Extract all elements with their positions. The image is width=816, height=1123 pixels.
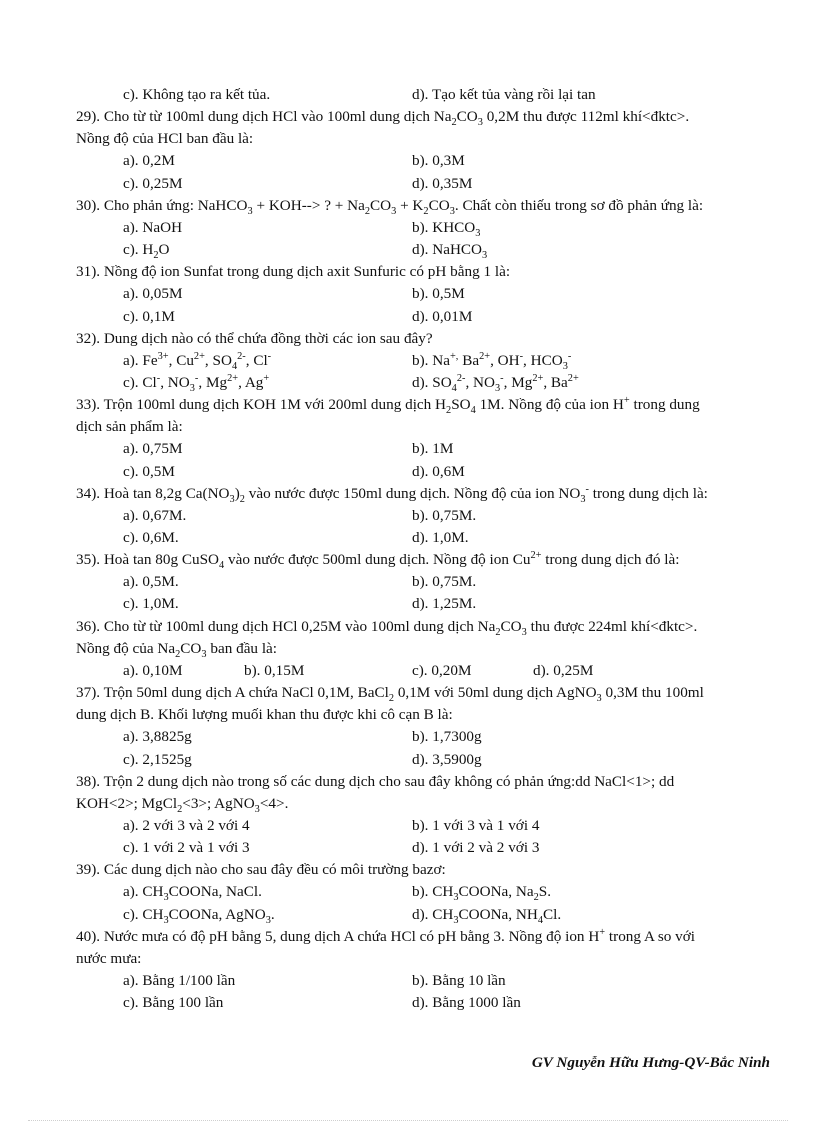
answer-option: d). 1 với 2 và 2 với 3 xyxy=(412,839,540,856)
answer-option: a). 2 với 3 và 2 với 4 xyxy=(123,817,250,834)
question-text: dịch sản phẩm là: xyxy=(76,418,183,435)
question-text: 40). Nước mưa có độ pH bằng 5, dung dịch A chứa HCl có pH bằng 3. Nồng độ ion H+ trong A so với xyxy=(76,926,696,945)
answer-option: c). 0,25M xyxy=(123,175,183,192)
answer-option: a). 0,2M xyxy=(123,152,175,169)
question-text: nước mưa: xyxy=(76,950,142,967)
answer-option: d). 0,6M xyxy=(412,463,465,480)
answer-option: a). Bằng 1/100 lần xyxy=(123,972,236,989)
answer-option: c). Không tạo ra kết tủa. xyxy=(123,86,271,103)
answer-option: b). 0,15M xyxy=(244,662,305,679)
answer-option: d). Tạo kết tủa vàng rồi lại tan xyxy=(412,86,596,103)
answer-option: b). $CH_3COONa$, $Na_2S$. xyxy=(412,883,552,904)
question-text: Nồng độ của HCl ban đầu là: xyxy=(76,130,254,147)
question-text: 37). Trộn 50ml dung dịch A chứa NaCl 0,1M, BaCl$_2$ 0,1M với 50ml dung dịch AgNO$_3$ 0,3M thu 100ml xyxy=(76,684,704,705)
answer-option: b). 1M xyxy=(412,440,454,457)
answer-option: c). 0,1M xyxy=(123,308,175,325)
answer-option: a). 0,75M xyxy=(123,440,183,457)
answer-option: c). $CH_3COONa$, AgNO$_3$. xyxy=(123,906,275,927)
answer-option: a). 0,05M xyxy=(123,285,183,302)
question-text: 30). Cho phản ứng: NaHCO$_3$ + KOH--> ? + $Na_2CO_3 + K_2CO_3$. Chất còn thiếu trong sơ đồ phản ứng là: xyxy=(76,197,704,218)
answer-option: d). 1,0M. xyxy=(412,529,469,546)
answer-option: b). Bằng 10 lần xyxy=(412,972,506,989)
answer-option: c). 1,0M. xyxy=(123,595,179,612)
answer-option: d). 3,5900g xyxy=(412,751,482,768)
answer-option: a). $Fe^{3+}$, $Cu^{2+}$, $SO_4^{2-}$, Cl- xyxy=(123,350,272,373)
answer-option: b). 0,3M xyxy=(412,152,465,169)
answer-option: a). 0,5M. xyxy=(123,573,179,590)
answer-option: c). $H_2O$ xyxy=(123,241,170,262)
question-text: 32). Dung dịch nào có thể chứa đồng thời các ion sau đây? xyxy=(76,330,433,347)
question-text: dung dịch B. Khối lượng muối khan thu được khi cô cạn B là: xyxy=(76,706,453,723)
answer-option: d). $SO_4^{2-}$, $NO_3^-$, $Mg^{2+}$, $Ba^{2+}$ xyxy=(412,372,579,395)
answer-option: c). 0,5M xyxy=(123,463,175,480)
answer-option: b). 1,7300g xyxy=(412,728,482,745)
answer-option: b). $KHCO_3$ xyxy=(412,219,481,240)
answer-option: a). $CH_3COONa$, NaCl. xyxy=(123,883,262,904)
answer-option: a). 0,10M xyxy=(123,662,183,679)
answer-option: d). NaHCO$_3$ xyxy=(412,241,488,262)
answer-option: c). 0,20M xyxy=(412,662,472,679)
answer-option: b). 0,75M. xyxy=(412,573,477,590)
question-text: Nồng độ của $Na_2CO_3$ ban đầu là: xyxy=(76,640,278,661)
author-signature: GV Nguyễn Hữu Hưng-QV-Bắc Ninh xyxy=(531,1054,770,1071)
question-text: 35). Hoà tan 80g CuSO$_4$ vào nước được 500ml dung dịch. Nồng độ ion $Cu^{2+}$ trong dung dịch đó là: xyxy=(76,549,680,572)
answer-option: c). 1 với 2 và 1 với 3 xyxy=(123,839,250,856)
answer-option: c). Bằng 100 lần xyxy=(123,994,224,1011)
answer-option: a). 3,8825g xyxy=(123,728,192,745)
answer-option: a). NaOH xyxy=(123,219,183,236)
answer-option: c). 0,6M. xyxy=(123,529,179,546)
answer-option: b). 0,5M xyxy=(412,285,465,302)
question-text: 33). Trộn 100ml dung dịch KOH 1M với 200ml dung dịch $H_2SO_4$ 1M. Nồng độ của ion H+ trong dung xyxy=(76,394,700,417)
answer-option: d). 0,35M xyxy=(412,175,473,192)
question-text: 34). Hoà tan 8,2g $Ca(NO_3)_2$ vào nước được 150ml dung dịch. Nồng độ của ion $NO_3^-$ trong dung dịch là: xyxy=(76,483,708,506)
question-text: 31). Nồng độ ion Sunfat trong dung dịch axit Sunfuric có pH bằng 1 là: xyxy=(76,263,511,280)
answer-option: c). Cl-, $NO_3^-$, $Mg^{2+}$, Ag+ xyxy=(123,372,270,395)
answer-option: d). 0,25M xyxy=(533,662,594,679)
answer-option: b). 0,75M. xyxy=(412,507,477,524)
question-text: 36). Cho từ từ 100ml dung dịch HCl 0,25M vào 100ml dung dịch $Na_2CO_3$ thu được 224ml khí<đktc>. xyxy=(76,618,698,639)
answer-option: b). Na+, $Ba^{2+}$, OH-, $HCO_3^-$ xyxy=(412,350,572,373)
answer-option: d). $CH_3COONa$, $NH_4Cl$. xyxy=(412,906,562,927)
answer-option: b). 1 với 3 và 1 với 4 xyxy=(412,817,540,834)
question-text: 29). Cho từ từ 100ml dung dịch HCl vào 100ml dung dịch $Na_2CO_3$ 0,2M thu được 112ml khí<đktc>. xyxy=(76,108,690,129)
question-text: 38). Trộn 2 dung dịch nào trong số các dung dịch cho sau đây không có phản ứng:dd NaCl<1>; dd xyxy=(76,773,675,790)
answer-option: c). 2,1525g xyxy=(123,751,192,768)
page-bottom-divider xyxy=(28,1120,788,1121)
answer-option: a). 0,67M. xyxy=(123,507,187,524)
answer-option: d). Bằng 1000 lần xyxy=(412,994,521,1011)
answer-option: d). 0,01M xyxy=(412,308,473,325)
question-text: 39). Các dung dịch nào cho sau đây đều có môi trường bazơ: xyxy=(76,861,446,878)
answer-option: d). 1,25M. xyxy=(412,595,477,612)
question-text: KOH<2>; MgCl$_2$<3>; AgNO$_3$<4>. xyxy=(76,795,289,816)
